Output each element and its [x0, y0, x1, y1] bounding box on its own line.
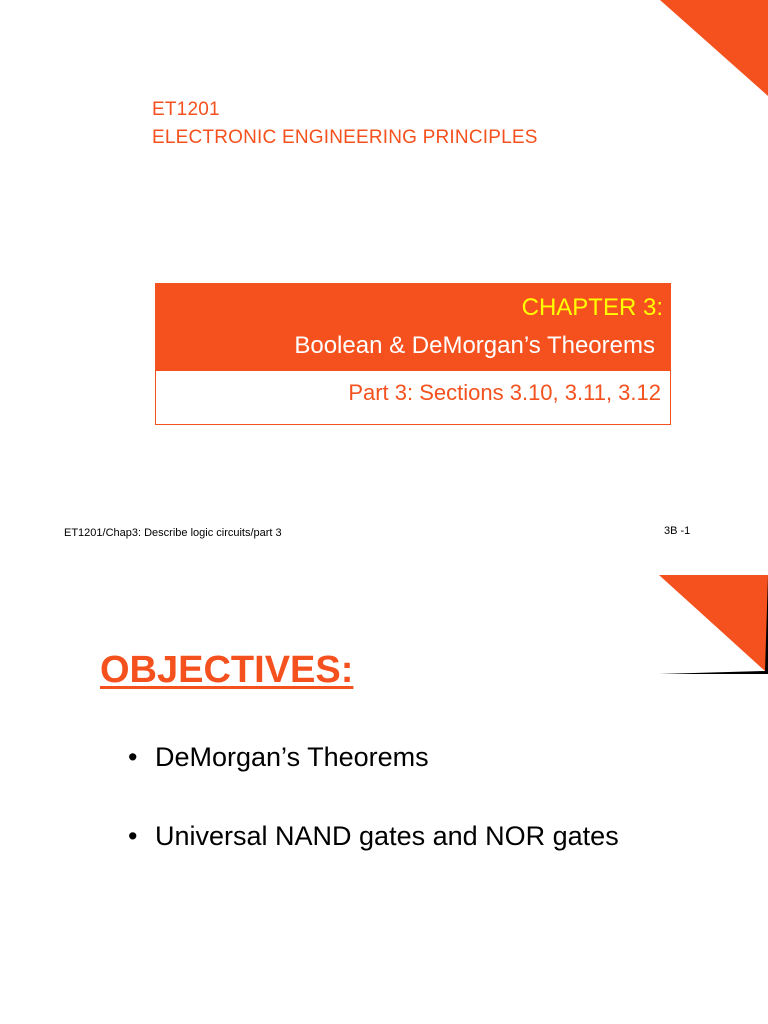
chapter-number: CHAPTER 3: [521, 294, 663, 321]
corner-triangle-decoration [660, 0, 768, 96]
bullet-icon: • [128, 742, 138, 772]
bullet-icon: • [128, 821, 138, 851]
course-heading [152, 96, 538, 152]
chapter-title: Boolean & DeMorgan’s Theorems [294, 332, 655, 359]
objectives-list [126, 737, 726, 895]
slide-footer: ET1201/Chap3: Describe logic circuits/part 3 [64, 527, 282, 539]
course-name: ELECTRONIC ENGINEERING PRINCIPLES [152, 127, 538, 148]
chapter-header [155, 283, 671, 371]
corner-triangle-decoration [659, 575, 768, 674]
chapter-part: Part 3: Sections 3.10, 3.11, 3.12 [348, 380, 661, 405]
slide-objectives [0, 575, 768, 1024]
list-item [126, 737, 726, 778]
list-item-text: Universal NAND gates and NOR gates [155, 821, 619, 851]
objectives-title: OBJECTIVES: [100, 649, 354, 691]
list-item-text: DeMorgan’s Theorems [155, 742, 429, 772]
chapter-part-box [155, 371, 671, 425]
chapter-box [155, 283, 671, 426]
list-item [126, 816, 726, 857]
page-number: 3B -1 [664, 525, 691, 537]
course-code: ET1201 [152, 99, 220, 120]
